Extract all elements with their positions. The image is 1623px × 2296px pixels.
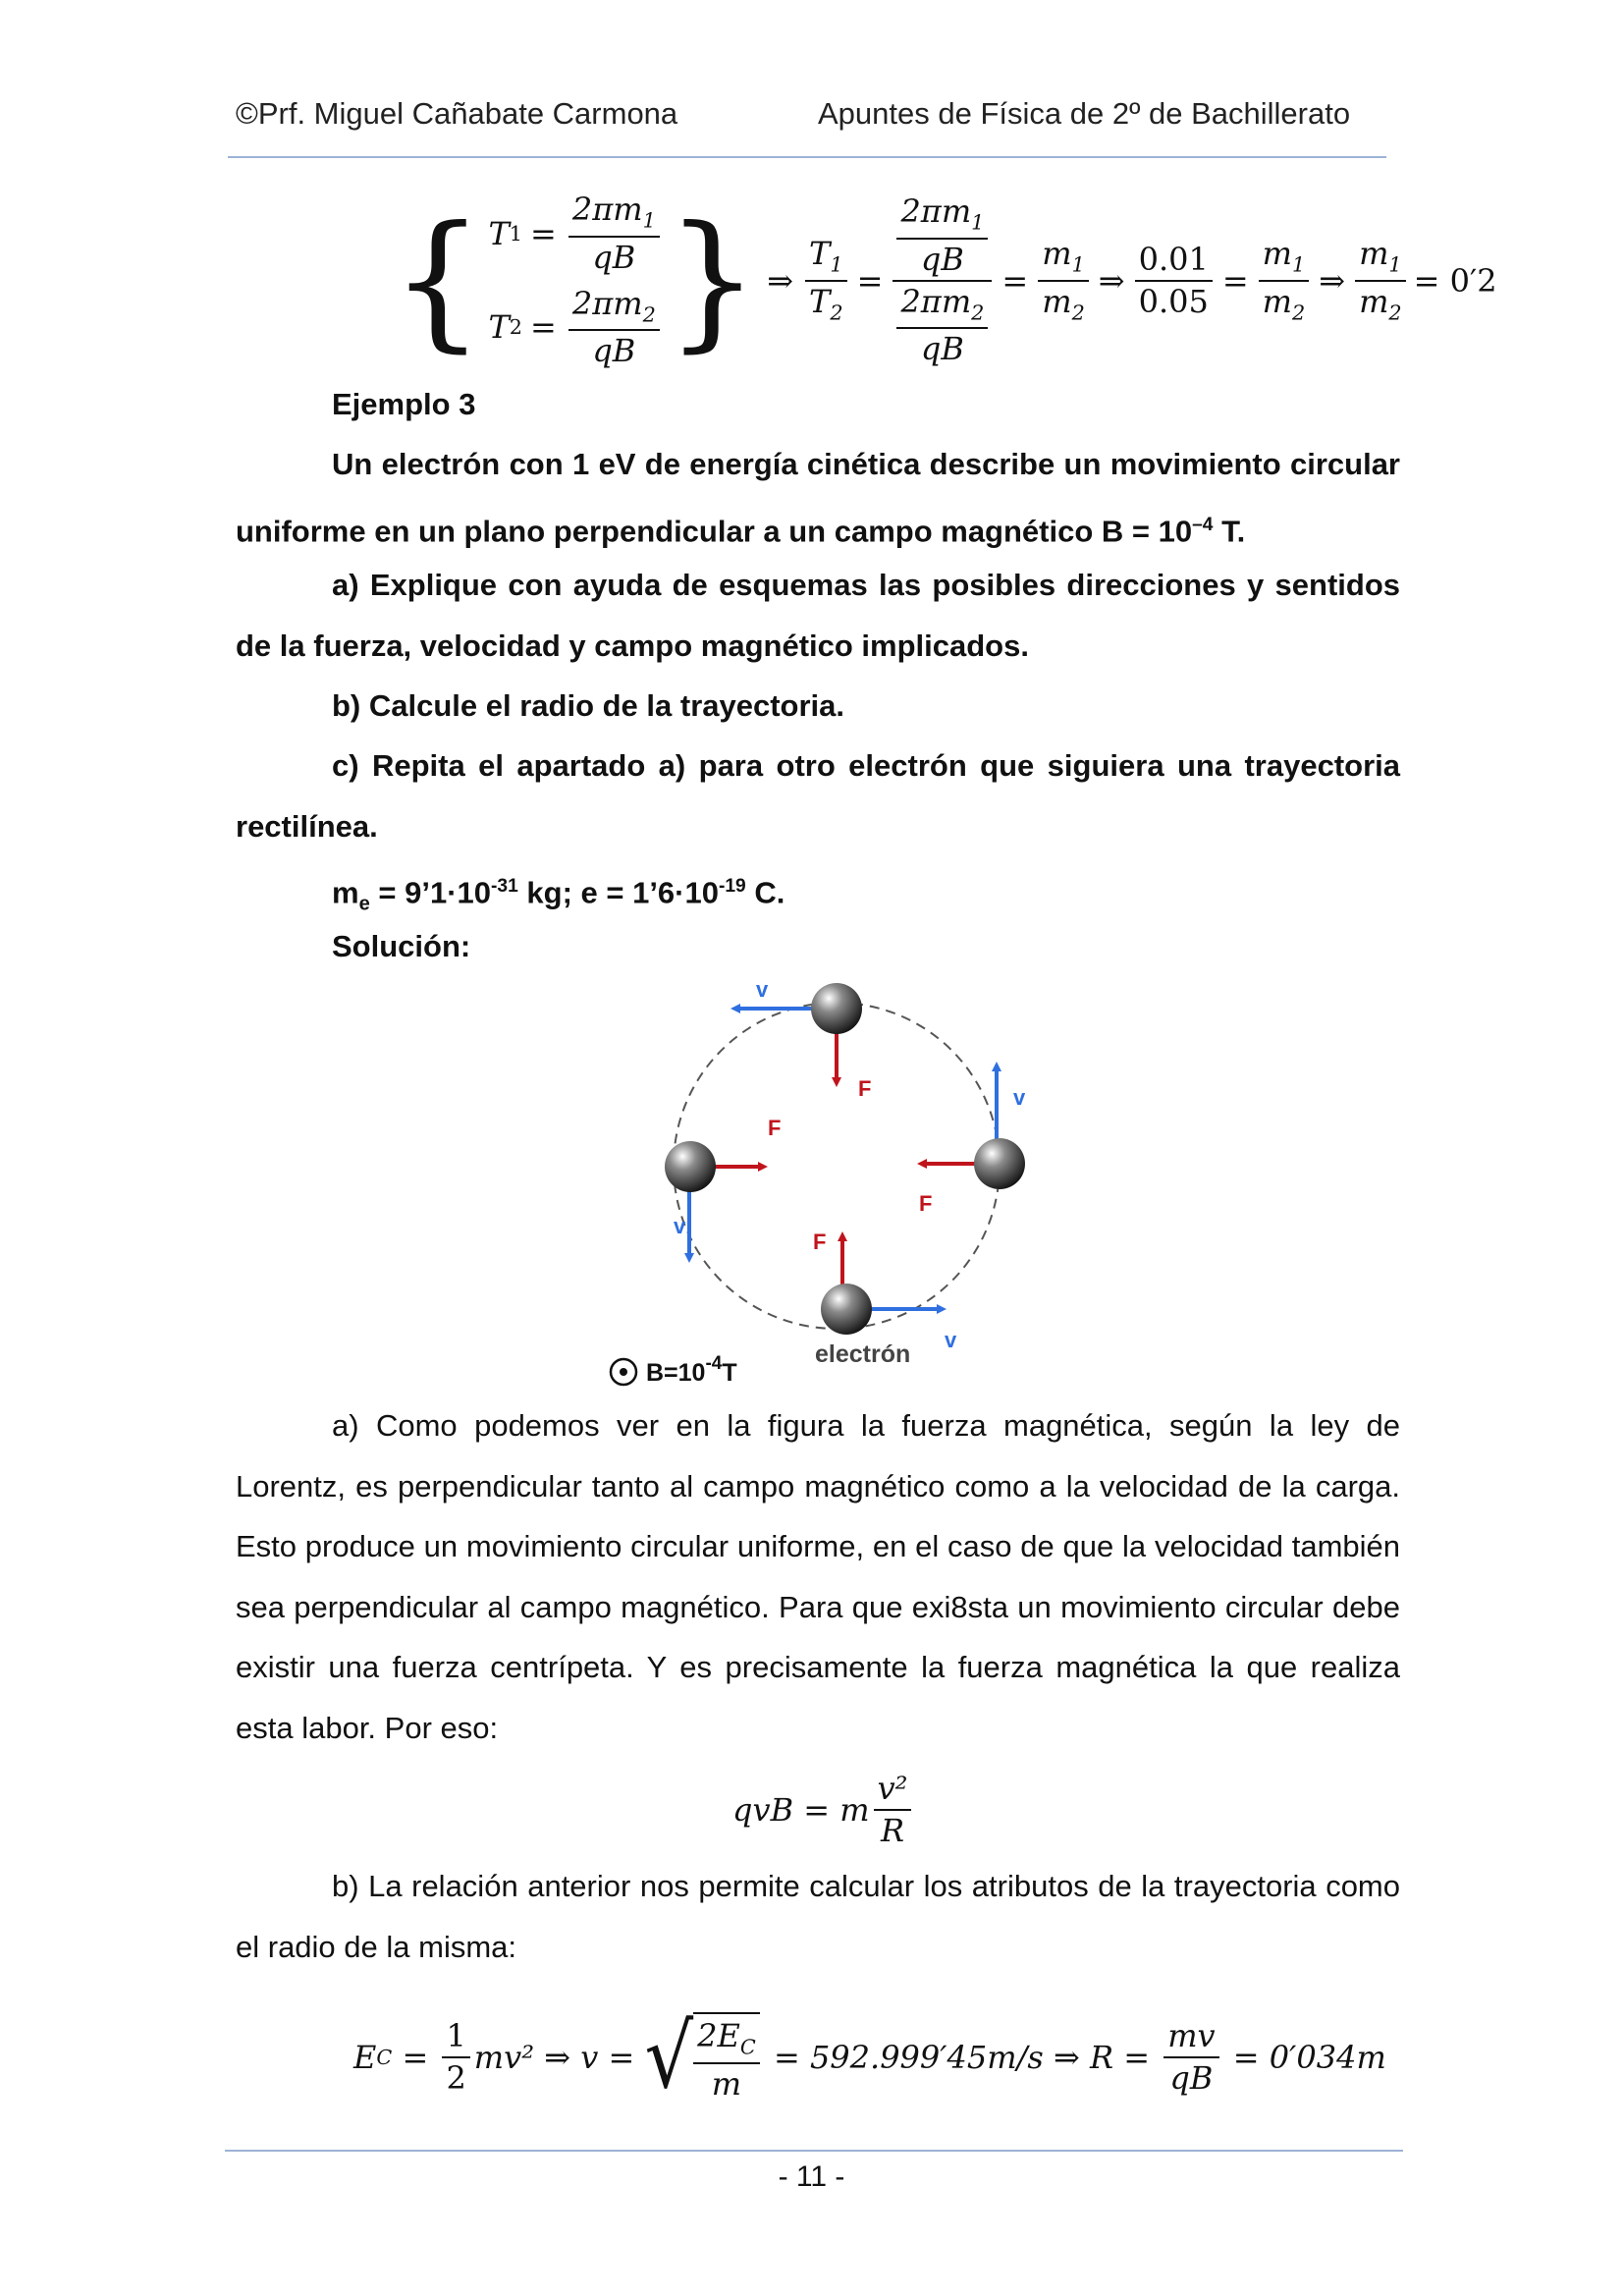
field-dot-icon <box>620 1368 627 1376</box>
example-statement: Un electrón con 1 eV de energía cinética describe un movimiento circular uniforme en un plano perpendicular a un campo magnético $B = 10^{-4}$ T. <box>236 447 1400 548</box>
electron-left <box>665 1141 716 1192</box>
example-item-a: a) Explique con ayuda de esquemas las posibles direcciones y sentidos de la fuerza, velocidad y campo magnético implicados. <box>236 568 1400 663</box>
force-label-top: F <box>858 1076 872 1101</box>
answer-a: a) Como podemos ver en la figura la fuerza magnética, según la ley de Lorentz, es perpendicular tanto al campo magnético como a la velocidad de la carga. Esto produce un movimiento circular uniforme, en el caso de que la velocidad también sea perpendicular al campo magnético. Para que exi8sta un movimiento circular debe existir una fuerza centrípeta. Y es precisamente la fuerza magnética la que realiza esta labor. Por eso: <box>236 1408 1400 1745</box>
electron-bottom <box>821 1284 872 1335</box>
solution-label: Solución: <box>332 929 471 963</box>
electron-top <box>811 983 862 1034</box>
header-divider <box>228 156 1386 158</box>
footer-divider <box>225 2150 1403 2152</box>
velocity-label-bottom: v <box>945 1328 957 1352</box>
answer-b: b) La relación anterior nos permite calcular los atributos de la trayectoria como el radio de la misma: <box>236 1869 1400 1964</box>
ratio-result: = 0′2 <box>1413 261 1497 300</box>
header-author: ©Prf. Miguel Cañabate Carmona <box>236 96 678 131</box>
electron-orbit-figure <box>589 972 1051 1404</box>
example-item-c: c) Repita el apartado a) para otro electrón que siguiera una trayectoria rectilínea. <box>236 748 1400 844</box>
period-t1: T 1 = $\frac{2\pi m_1}{qB}$ <box>488 191 663 275</box>
radius-equation: E C = $\frac{1}{2}$ mv² ⇒ v = √ $\frac{2E_C}{m}$ = 592.999′45m/s ⇒ R = $\frac{mv}{qB}$ = 0′034m <box>353 2006 1386 2108</box>
field-label: $B=10^{-4}T$ <box>646 1353 737 1387</box>
velocity-label-top: v <box>756 977 769 1002</box>
example-data: $m_e$ = $9’1\cdot 10^{-31}$ kg; $e = 1’6\cdot 10^{-19}$ C. <box>332 875 785 915</box>
electron-label: electrón <box>815 1340 911 1368</box>
force-label-right: F <box>919 1191 933 1216</box>
velocity-label-right: v <box>1013 1085 1026 1110</box>
page-number: - 11 - <box>778 2160 845 2193</box>
example-title: Ejemplo 3 <box>332 387 476 421</box>
right-brace: } <box>665 194 760 366</box>
period-ratio-equation: { T 1 = $\frac{2\pi m_1}{qB}$ T 2 = $\frac{2\pi m_2}{qB}$ } ⇒ $\frac{T_1}{T_2}$ = $\frac{\frac{2\pi m_1}{qB}}{\frac{2\pi m_2}{qB}}$ = $\frac{m_1}{m_2}$ ⇒ $\frac{0.01}{0.05}$ = $\frac{m_1}{m_2}$ ⇒ $\frac{m_1}{m_2}$ = 0′2 <box>391 191 1497 369</box>
example-item-b: b) Calcule el radio de la trayectoria. <box>332 688 845 723</box>
electron-right <box>974 1138 1025 1189</box>
period-t2: T 2 = $\frac{2\pi m_2}{qB}$ <box>488 286 663 369</box>
lorentz-equation: qvB = m $\frac{\text{v²}}{R}$ <box>732 1771 915 1849</box>
sqrt-symbol: √ <box>644 2006 694 2108</box>
force-label-left: F <box>768 1116 782 1140</box>
header-course: Apuntes de Física de 2º de Bachillerato <box>818 96 1351 131</box>
velocity-label-left: v <box>674 1214 686 1238</box>
force-label-bottom: F <box>813 1230 827 1254</box>
period-system <box>488 191 663 368</box>
left-brace: { <box>391 194 485 366</box>
